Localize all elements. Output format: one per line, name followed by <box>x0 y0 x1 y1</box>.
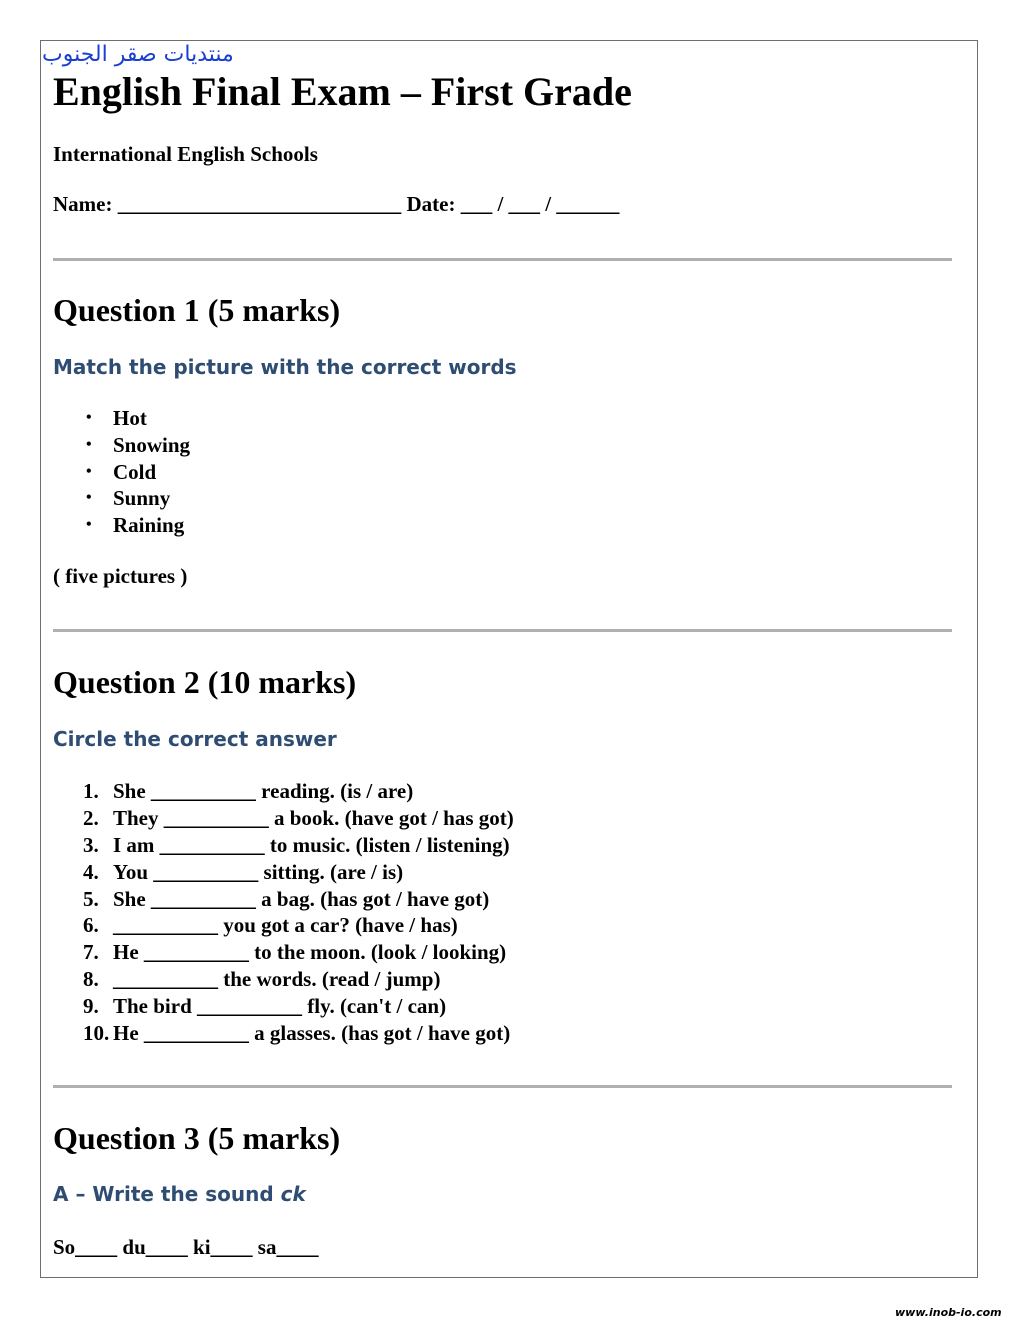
pictures-note: ( five pictures ) <box>53 564 188 588</box>
bullet-icon: • <box>86 516 92 534</box>
bullet-icon: • <box>86 409 92 426</box>
footer-url: www.inob-io.com <box>895 1306 1002 1319</box>
section-divider <box>53 629 952 632</box>
forum-watermark: منتديات صقر الجنوب <box>42 42 234 67</box>
question-2-instruction: Circle the correct answer <box>53 727 337 751</box>
sound-letters: ck <box>280 1182 306 1206</box>
list-item: 3. I am __________ to music. (listen / listening) <box>83 832 510 857</box>
question-3-heading: Question 3 (5 marks) <box>53 1120 341 1156</box>
answer-list <box>53 778 514 1047</box>
page-frame <box>40 40 978 1278</box>
word-list <box>53 405 190 539</box>
question-1-instruction: Match the picture with the correct words <box>53 355 517 379</box>
list-item: 7. He __________ to the moon. (look / looking) <box>83 940 507 965</box>
question-2-heading: Question 2 (10 marks) <box>53 664 357 700</box>
list-item: • Snowing <box>86 432 191 457</box>
list-item: 1. She __________ reading. (is / are) <box>83 779 414 803</box>
list-item: • Raining <box>86 513 185 538</box>
list-item: 10. He __________ a glasses. (has got / have got) <box>83 1021 511 1046</box>
list-item: 9. The bird __________ fly. (can't / can) <box>83 994 447 1019</box>
list-item: 2. They __________ a book. (have got / has got) <box>83 805 514 830</box>
list-item: 6. __________ you got a car? (have / has) <box>83 913 458 938</box>
bullet-icon: • <box>86 489 92 507</box>
list-item: • Sunny <box>86 486 171 511</box>
list-item: • Cold <box>86 459 157 484</box>
name-date-line: Name: ___________________________ Date: ___ / ___ / ______ <box>53 192 620 216</box>
list-item: 4. You __________ sitting. (are / is) <box>83 859 404 884</box>
bullet-icon: • <box>86 435 92 453</box>
list-item: 8. __________ the words. (read / jump) <box>83 967 441 992</box>
question-1-heading: Question 1 (5 marks) <box>53 292 341 328</box>
section-divider <box>53 258 952 261</box>
school-name: International English Schools <box>53 142 318 166</box>
sound-blanks-line: So____ du____ ki____ sa____ <box>53 1235 319 1259</box>
section-divider <box>53 1085 952 1088</box>
list-item: • Hot <box>86 406 147 430</box>
list-item: 5. She __________ a bag. (has got / have got) <box>83 886 490 911</box>
question-3-instruction: A – Write the sound ck <box>53 1182 306 1206</box>
exam-title: English Final Exam – First Grade <box>53 69 632 114</box>
bullet-icon: • <box>86 462 92 480</box>
